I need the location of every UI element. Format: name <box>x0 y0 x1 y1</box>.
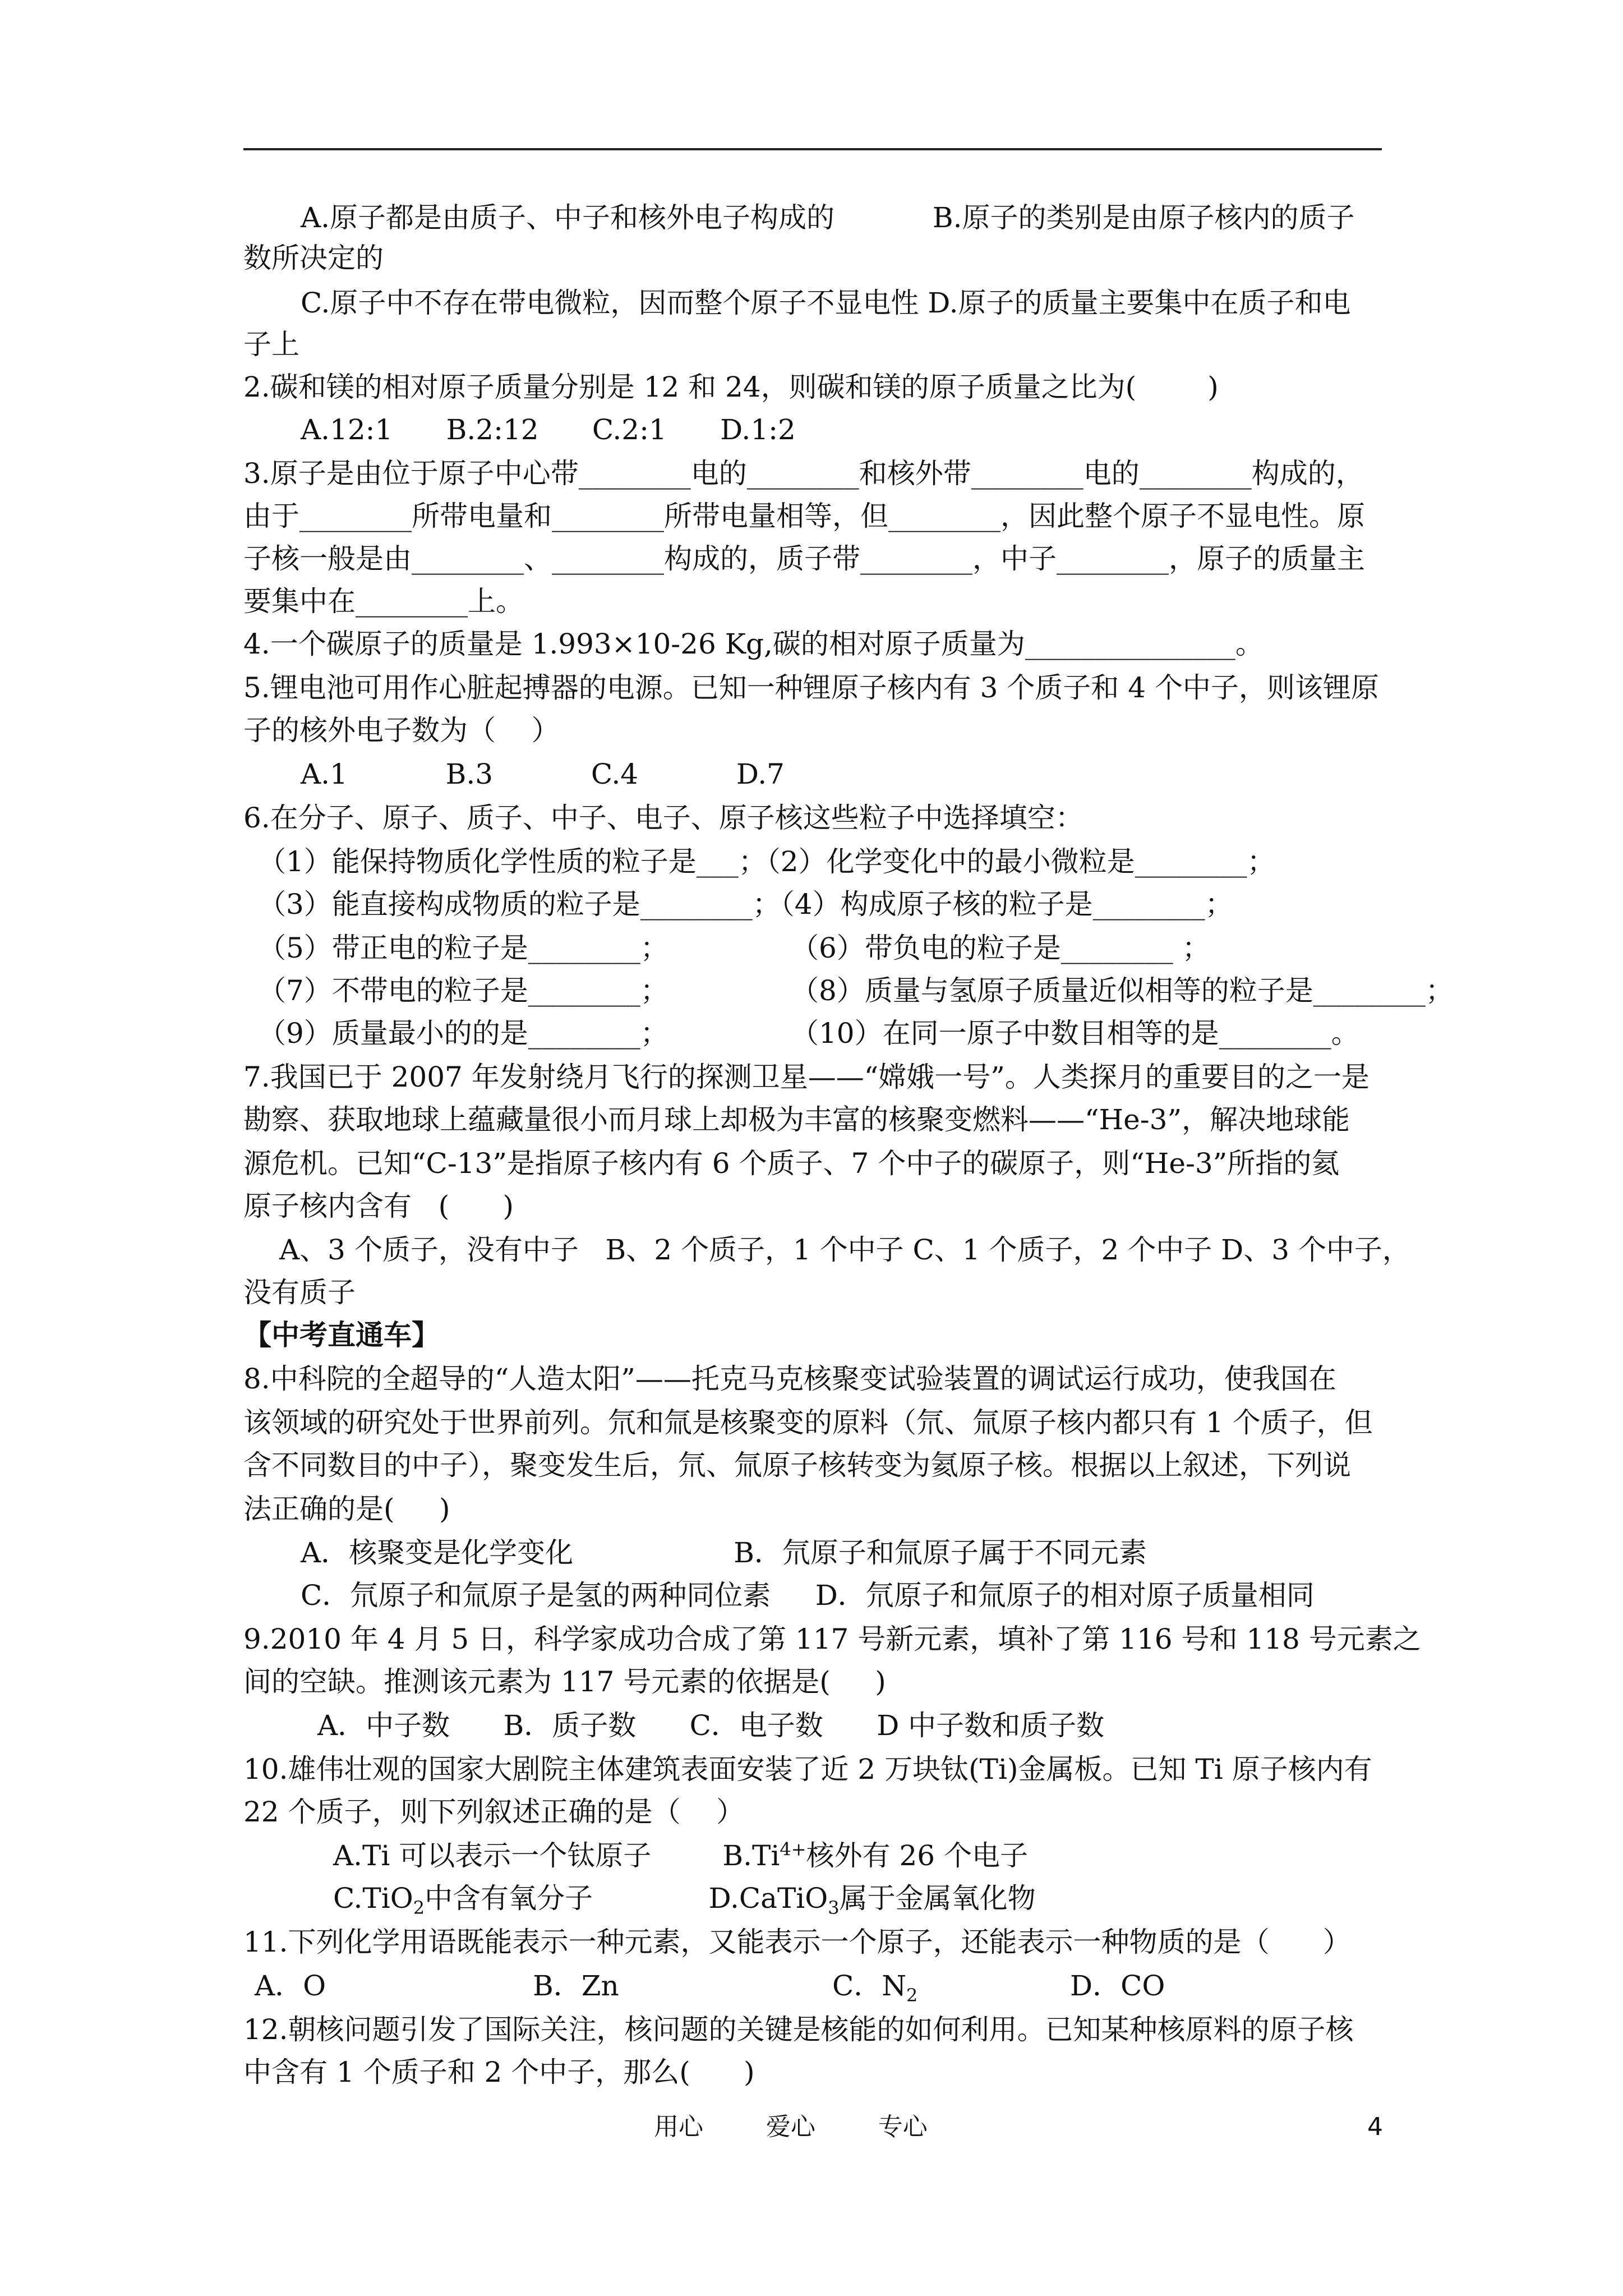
page-number: 4 <box>1367 2113 1383 2141</box>
q7-options-cont: 没有质子 <box>243 1276 356 1309</box>
q7-options: A、3 个质子，没有中子 B、2 个质子，1 个中子 C、1 个质子，2 个中子 D、3 个中子， <box>279 1234 1410 1266</box>
q11-option-c: C．$N_2$ <box>832 1970 918 2006</box>
q8-options-ab: A．核聚变是化学变化 B．氘原子和氚原子属于不同元素 <box>301 1536 1147 1569</box>
q6-item-10: （10）在同一原子中数目相等的是________。 <box>791 1017 1359 1050</box>
q6-item-8: （8）质量与氢原子质量近似相等的粒子是________； <box>791 974 1454 1007</box>
q8-line-4: 法正确的是( ) <box>243 1493 450 1525</box>
q7-line-2: 勘察、获取地球上蕴藏量很小而月球上却极为丰富的核聚变燃料——“He-3”，解决地球能 <box>243 1103 1350 1136</box>
q3-line-2: 由于________所带电量和________所带电量相等，但________，因此整个原子不显电性。原 <box>243 500 1365 532</box>
q1-option-ab: A.原子都是由质子、中子和核外电子构成的 B.原子的类别是由原子核内的质子 <box>301 201 1355 234</box>
header-rule <box>243 148 1382 150</box>
q1-option-cd: C.原子中不存在带电微粒，因而整个原子不显电性 D.原子的质量主要集中在质子和电 <box>301 287 1351 319</box>
q12-line-1: 12.朝核问题引发了国际关注，核问题的关键是核能的如何利用。已知某种核原料的原子核 <box>243 2013 1354 2046</box>
q5-line-2: 子的核外电子数为（ ） <box>243 714 560 747</box>
footer-motto: 用心 爱心 专心 <box>654 2113 928 2141</box>
q10-options-cd: C.TiO$_2$中含有氧分子 D.CaTiO$_3$属于金属氧化物 <box>333 1882 1036 1918</box>
q9-options: A．中子数 B．质子数 C．电子数 D 中子数和质子数 <box>317 1709 1105 1742</box>
section-heading: 【中考直通车】 <box>243 1318 440 1351</box>
q1-option-d-cont: 子上 <box>243 328 299 361</box>
q10-options-ab: A.Ti 可以表示一个钛原子 $B.Ti^{4+}$核外有 26 个电子 <box>333 1838 1028 1872</box>
q11-stem: 11.下列化学用语既能表示一种元素，又能表示一个原子，还能表示一种物质的是（ ） <box>243 1926 1351 1958</box>
q5-options: A.1 B.3 C.4 D.7 <box>301 758 785 790</box>
q11-option-a: A．O <box>255 1970 326 2002</box>
q7-line-4: 原子核内含有 ( ) <box>243 1190 514 1222</box>
q6-stem: 6.在分子、原子、质子、中子、电子、原子核这些粒子中选择填空： <box>243 802 1083 834</box>
q3-line-1: 3.原子是由位于原子中心带________电的________和核外带________电的________构成的， <box>243 457 1364 490</box>
q8-line-3: 含不同数目的中子），聚变发生后，氘、氚原子核转变为氦原子核。根据以上叙述，下列说 <box>243 1449 1351 1481</box>
q8-line-2: 该领域的研究处于世界前列。氘和氚是核聚变的原料（氘、氚原子核内都只有 1 个质子，但 <box>243 1406 1373 1439</box>
q5-line-1: 5.锂电池可用作心脏起搏器的电源。已知一种锂原子核内有 3 个质子和 4 个中子，则该锂原 <box>243 671 1379 704</box>
q3-line-3: 子核一般是由________、________构成的，质子带________，中子________，原子的质量主 <box>243 542 1365 575</box>
q6-item-5: （5）带正电的粒子是________； <box>258 932 668 964</box>
q1-option-b-cont: 数所决定的 <box>243 242 384 274</box>
q8-options-cd: C．氘原子和氚原子是氢的两种同位素 D．氘原子和氚原子的相对原子质量相同 <box>301 1579 1315 1612</box>
q7-line-3: 源危机。已知“C-13”是指原子核内有 6 个质子、7 个中子的碳原子，则“He-3”所指的氦 <box>243 1147 1340 1180</box>
q7-line-1: 7.我国已于 2007 年发射绕月飞行的探测卫星——“嫦娥一号”。人类探月的重要目的之一是 <box>243 1061 1370 1093</box>
q11-option-b: B．Zn <box>533 1970 619 2002</box>
q2-options: A.12:1 B.2:12 C.2:1 D.1:2 <box>301 413 796 446</box>
q6-item-6: （6）带负电的粒子是________ ； <box>791 932 1210 964</box>
q8-line-1: 8.中科院的全超导的“人造太阳”——托克马克核聚变试验装置的调试运行成功，使我国在 <box>243 1363 1336 1395</box>
q9-line-2: 间的空缺。推测该元素为 117 号元素的依据是( ) <box>243 1665 886 1698</box>
q10-line-1: 10.雄伟壮观的国家大剧院主体建筑表面安装了近 2 万块钛(Ti)金属板。已知 Ti 原子核内有 <box>243 1753 1372 1786</box>
q10-line-2: 22 个质子，则下列叙述正确的是（ ） <box>243 1796 745 1828</box>
q4-stem: 4.一个碳原子的质量是 1.993×10-26 Kg,碳的相对原子质量为_______________。 <box>243 628 1264 660</box>
q6-item-7: （7）不带电的粒子是________； <box>258 974 668 1007</box>
q11-option-d: D．CO <box>1070 1970 1165 2002</box>
q6-item-9: （9）质量最小的的是________； <box>258 1017 668 1050</box>
q6-row-2: （3）能直接构成物质的粒子是________；（4）构成原子核的粒子是________； <box>258 888 1233 921</box>
q6-row-1: （1）能保持物质化学性质的粒子是___；（2）化学变化中的最小微粒是________； <box>258 845 1275 878</box>
q12-line-2: 中含有 1 个质子和 2 个中子，那么( ) <box>243 2056 755 2088</box>
q3-line-4: 要集中在________上。 <box>243 585 524 618</box>
q9-line-1: 9.2010 年 4 月 5 日，科学家成功合成了第 117 号新元素，填补了第 116 号和 118 号元素之 <box>243 1623 1421 1655</box>
q2-stem: 2.碳和镁的相对原子质量分别是 12 和 24，则碳和镁的原子质量之比为( ) <box>243 371 1219 403</box>
